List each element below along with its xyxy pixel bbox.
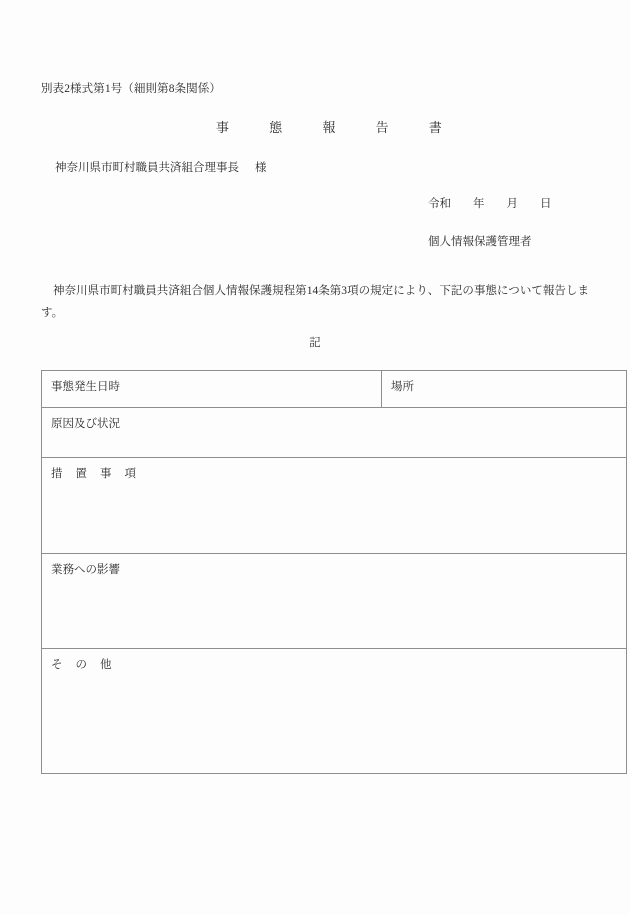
date-line <box>428 196 552 213</box>
table-row <box>42 371 627 408</box>
cell-business-impact[interactable] <box>42 554 627 649</box>
cell-label <box>51 466 617 482</box>
table-row <box>42 554 627 649</box>
cell-label <box>51 657 617 673</box>
table-row <box>42 649 627 774</box>
cell-cause-and-situation[interactable] <box>42 408 627 458</box>
cell-incident-datetime[interactable] <box>42 371 382 408</box>
title-char-1: 事 <box>215 120 230 135</box>
form-number: 別表2様式第1号（細則第8条関係） <box>41 83 221 95</box>
label-char-4: 項 <box>124 468 136 480</box>
table-row <box>42 408 627 458</box>
year-label: 年 <box>473 198 485 210</box>
label-char-1: 措 <box>51 468 63 480</box>
cell-label: 事態発生日時 <box>51 381 120 393</box>
cell-other[interactable] <box>42 649 627 774</box>
cell-location[interactable] <box>382 371 627 408</box>
addressee-name: 神奈川県市町村職員共済組合理事長 <box>55 162 239 174</box>
title-char-2: 態 <box>269 120 283 135</box>
cell-measures-taken[interactable] <box>42 458 627 554</box>
cell-label: 原因及び状況 <box>51 418 120 430</box>
title-char-3: 報 <box>322 120 336 135</box>
label-char-2: 置 <box>75 468 87 480</box>
month-label: 月 <box>506 198 518 210</box>
label-char-3: 他 <box>100 659 112 671</box>
table-row <box>42 458 627 554</box>
cell-label: 場所 <box>391 381 414 393</box>
day-label: 日 <box>540 198 552 210</box>
label-char-2: の <box>75 659 87 671</box>
cell-label: 業務への影響 <box>51 564 120 576</box>
ki-mark: 記 <box>309 337 321 349</box>
title-char-4: 告 <box>375 120 389 135</box>
label-char-3: 事 <box>100 468 112 480</box>
label-char-1: そ <box>51 659 63 671</box>
title-char-5: 書 <box>428 120 442 135</box>
body-paragraph: 神奈川県市町村職員共済組合個人情報保護規程第14条第3項の規定により、下記の事態について報告します。 <box>41 285 589 319</box>
signer-title: 個人情報保護管理者 <box>428 236 532 248</box>
addressee-line <box>55 160 267 177</box>
era-label: 令和 <box>428 198 451 210</box>
report-table <box>41 370 627 774</box>
page-title <box>0 119 630 137</box>
addressee-honorific: 様 <box>255 162 267 174</box>
